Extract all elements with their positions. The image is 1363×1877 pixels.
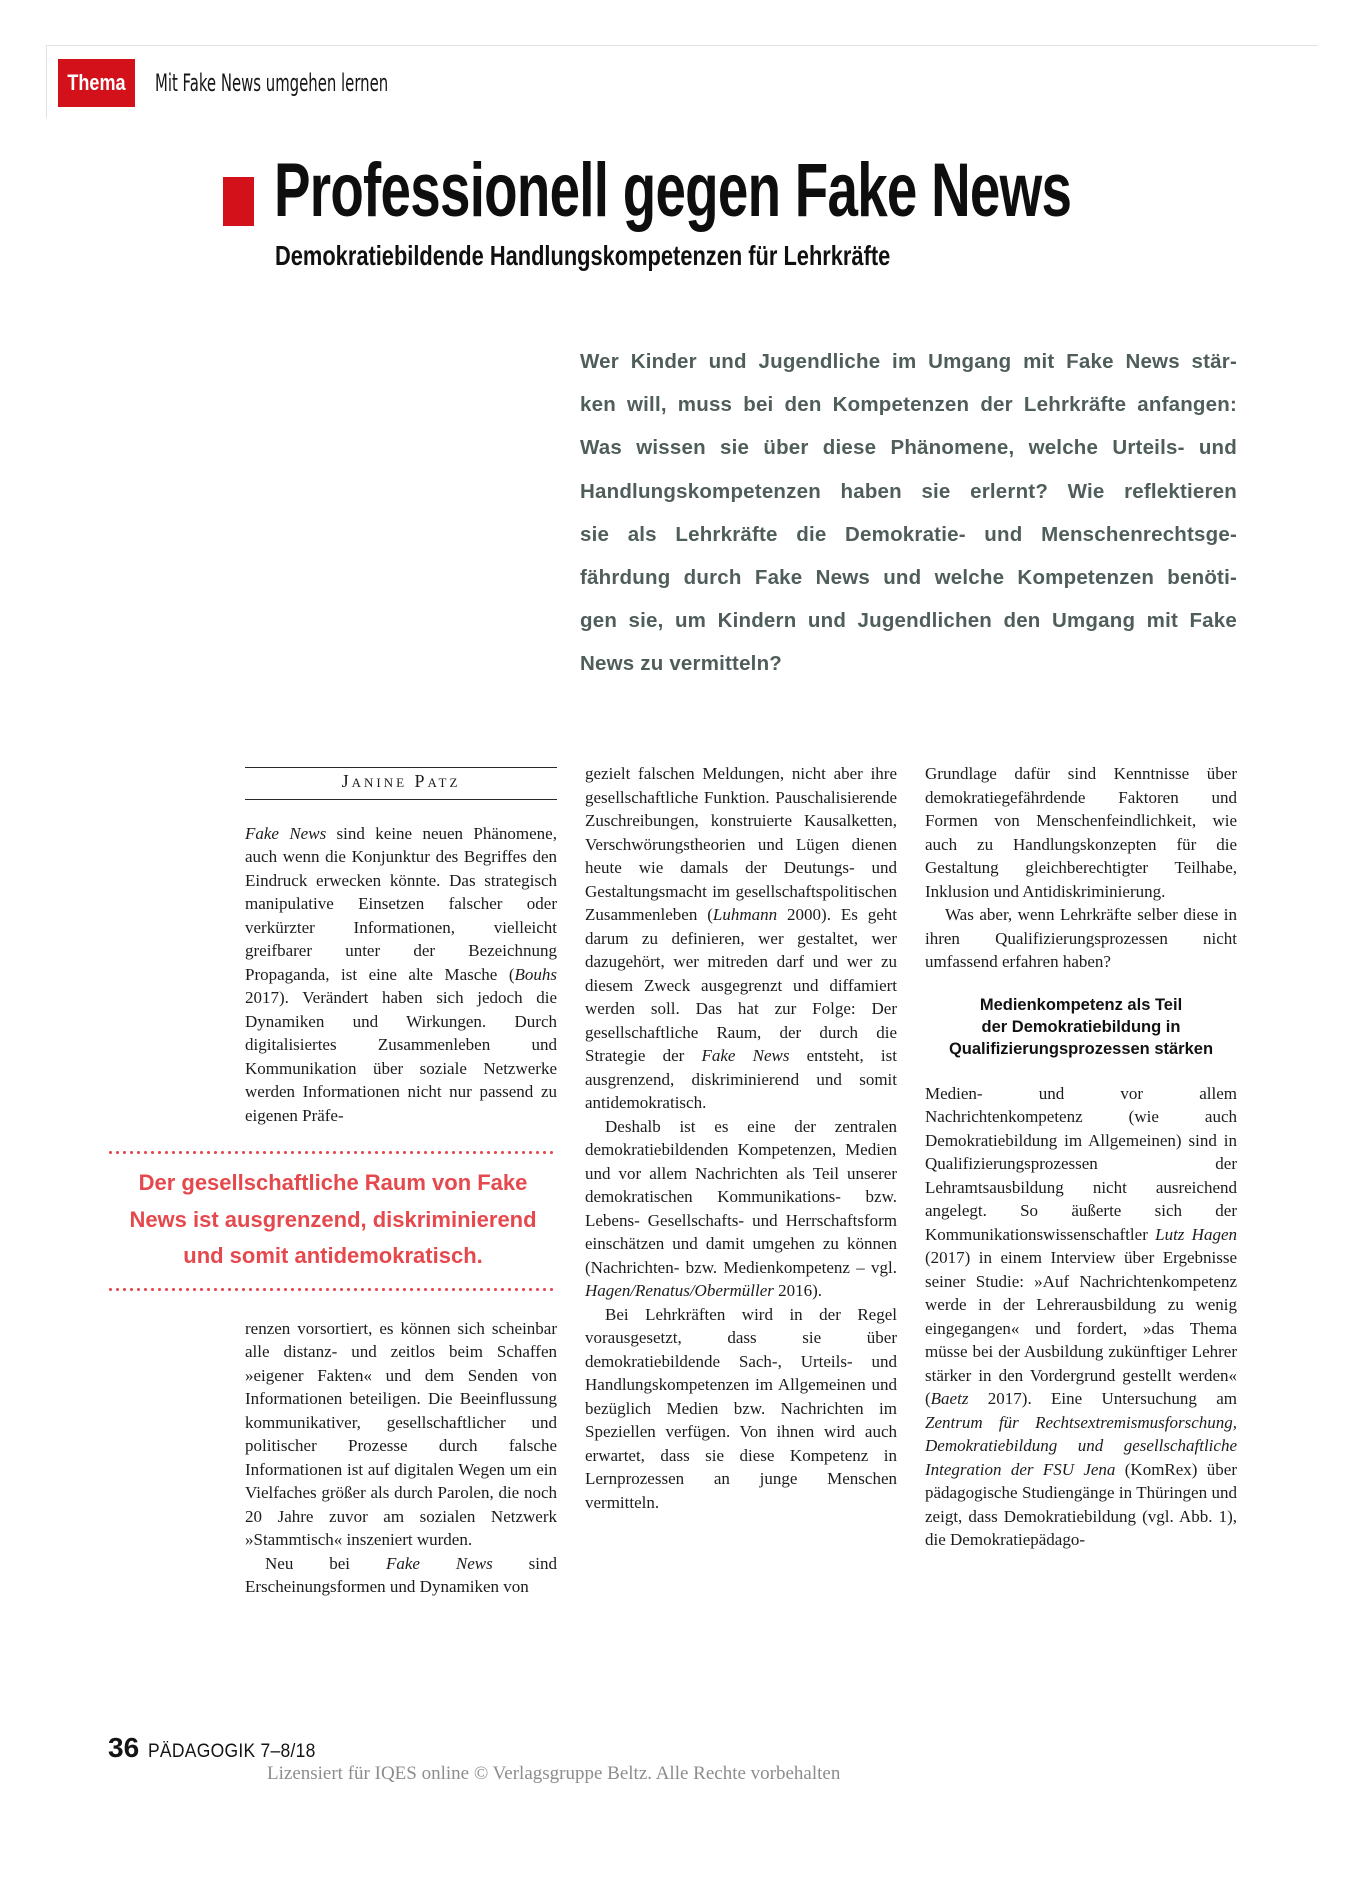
pull-quote: [109, 1151, 557, 1291]
section-heading-line: der Demokratiebildung in: [981, 1017, 1181, 1036]
license-line: Lizensiert für IQES online © Verlagsgruppe Beltz. Alle Rechte vorbehalten: [267, 1763, 841, 1784]
article-title: Professionell gegen Fake News: [274, 148, 1072, 233]
body-paragraph: Deshalb ist es eine der zentralen demokratiebildenden Kompetenzen, Medien und vor allem Nachrichten als Teil unserer demokratischen Kommunikations- bzw. Lebens- Gesellschafts- und Herrschaftsform einschätzen und damit umgehen zu können (Nachrichten- bzw. Medienkompetenz – vgl. Hagen/Renatus/Obermüller 2016).: [585, 1116, 897, 1300]
section-heading-line: Qualifizierungsprozessen stärken: [948, 1039, 1214, 1058]
page-corner-trim-line: [46, 45, 47, 118]
page-top-trim-line: [46, 45, 1318, 46]
kicker-badge-label: Thema: [67, 70, 126, 95]
body-paragraph: Bei Lehrkräften wird in der Regel vorausgesetzt, dass sie über demokratiebildende Sach-, Urteils- und Handlungskompetenzen im Allgemeinen und bezüglich Medien bzw. Nachrichten im Speziellen verfügen. Von ihnen wird auch erwartet, dass sie diese Kompetenz in Lernprozessen an junge Menschen vermitteln.: [585, 1304, 897, 1512]
lead-line: Wer Kinder und Jugendliche im Umgang mit Fake News stär-: [580, 350, 1237, 373]
lead-line: Was wissen sie über diese Phänomene, welche Urteils- und: [580, 436, 1237, 460]
lead-line: fährdung durch Fake News und welche Kompetenzen benöti-: [580, 566, 1237, 590]
body-paragraph: Was aber, wenn Lehrkräfte selber diese in ihren Qualifizierungsprozessen nicht umfassend erfahren haben?: [925, 905, 1237, 971]
lead-line: ken will, muss bei den Kompetenzen der Lehrkräfte anfangen:: [580, 393, 1237, 417]
text-column-3: [925, 762, 1237, 1599]
author-byline: Janine Patz: [245, 767, 557, 800]
article-columns: [129, 762, 1238, 1599]
page-number: 36: [108, 1732, 140, 1763]
article-subtitle: Demokratiebildende Handlungskompetenzen für Lehrkräfte: [275, 240, 891, 271]
kicker-label: Mit Fake News umgehen lernen: [155, 69, 389, 97]
pull-quote-text: [109, 1154, 557, 1288]
lead-line: gen sie, um Kindern und Jugendlichen den Umgang mit Fake: [580, 609, 1237, 633]
lead-line: News zu vermitteln?: [580, 652, 783, 676]
dotted-rule-bottom: [109, 1288, 557, 1291]
lead-line: sie als Lehrkräfte die Demokratie- und Menschenrechtsge-: [580, 522, 1237, 546]
pull-quote-line: News ist ausgrenzend, diskriminierend: [129, 1206, 537, 1232]
body-paragraph: Medien- und vor allem Nachrichtenkompetenz (wie auch Demokratiebildung im Allgemeinen) sind in Qualifizierungsprozessen der Lehramtsausbildung nicht ausreichend angelegt. So äußerte sich der Kommunikationswissenschaftler Lutz Hagen (2017) in einem Interview über Ergebnisse seiner Studie: »Auf Nachrichtenkompetenz werde in der Lehrerausbildung zu wenig eingegangen« und fordert, »das Thema müsse bei der Ausbildung zukünftiger Lehrer stärker in den Vordergrund gestellt werden« (Baetz 2017). Eine Untersuchung am Zentrum für Rechtsextremismusforschung, Demokratiebildung und gesellschaftliche Integration der FSU Jena (KomRex) über pädagogische Studiengänge in Thüringen und zeigt, dass Demokratiebildung (vgl. Abb. 1), die Demokratiepädago-: [925, 1083, 1238, 1549]
kicker-badge: [58, 59, 135, 107]
text-column-2: [585, 762, 897, 1599]
kicker: [58, 59, 531, 107]
body-paragraph: gezielt falschen Meldungen, nicht aber ihre gesellschaftliche Funktion. Pauschalisierende Zuschreibungen, konstruierte Kausalketten, Verschwörungstheorien und Lügen dienen heute wie damals der Deutungs- und Gestaltungsmacht im gesellschaftspolitischen Zusammenleben (Luhmann 2000). Es geht darum zu definieren, wer gestaltet, wer dazugehört, wer mitreden darf und wer zu diesem Zweck ausgegrenzt und diffamiert werden soll. Das hat zur Folge: Der gesellschaftliche Raum, der durch die Strategie der Fake News entsteht, ist ausgrenzend, diskriminierend und somit antidemokratisch.: [585, 764, 897, 1112]
section-heading: [925, 994, 1237, 1060]
body-paragraph: renzen vorsortiert, es können sich scheinbar alle distanz- und zeitlos beim Schaffen »eigener Fakten« und dem Senden von Informationen beteiligen. Die Beeinflussung kommunikativer, gesellschaftlicher und politischer Prozesse durch falsche Informationen ist auf digitalen Wegen um ein Vielfaches größer als durch Parolen, die noch 20 Jahre zuvor am sozialen Netzwerk »Stammtisch« inszeniert wurden.: [245, 1318, 557, 1549]
magazine-name: PÄDAGOGIK 7–8/18: [148, 1741, 316, 1762]
title-bullet-square: [223, 177, 254, 226]
text-column-1: [129, 762, 557, 1599]
lead-line: Handlungskompetenzen haben sie erlernt? Wie reflektieren: [580, 479, 1237, 503]
page-folio: [108, 1734, 330, 1763]
pull-quote-line: und somit antidemokratisch.: [183, 1243, 483, 1268]
lead-paragraph: [580, 340, 1237, 686]
body-paragraph: Grundlage dafür sind Kenntnisse über demokratiegefährdende Faktoren und Formen von Menschenfeindlichkeit, wie auch zu Handlungskonzepten für die Gestaltung gleichberechtigter Teilhabe, Inklusion und Antidiskriminierung.: [925, 764, 1237, 901]
body-paragraph: Fake News sind keine neuen Phänomene, auch wenn die Konjunktur des Begriffes den Eindruck erwecken könnte. Das strategisch manipulative Einsetzen falscher oder verkürzter Informationen, vielleicht greifbarer unter der Bezeichnung Propaganda, ist eine alte Masche (Bouhs 2017). Verändert haben sich jedoch die Dynamiken und Wirkungen. Durch digitalisiertes Zusammenleben und Kommunikation über soziale Netzwerke werden Informationen nicht nur passend zu eigenen Präfe-: [245, 823, 557, 1125]
pull-quote-line: Der gesellschaftliche Raum von Fake: [138, 1170, 528, 1195]
section-heading-line: Medienkompetenz als Teil: [979, 995, 1183, 1014]
body-paragraph: Neu bei Fake News sind Erscheinungsformen und Dynamiken von: [245, 1553, 557, 1596]
